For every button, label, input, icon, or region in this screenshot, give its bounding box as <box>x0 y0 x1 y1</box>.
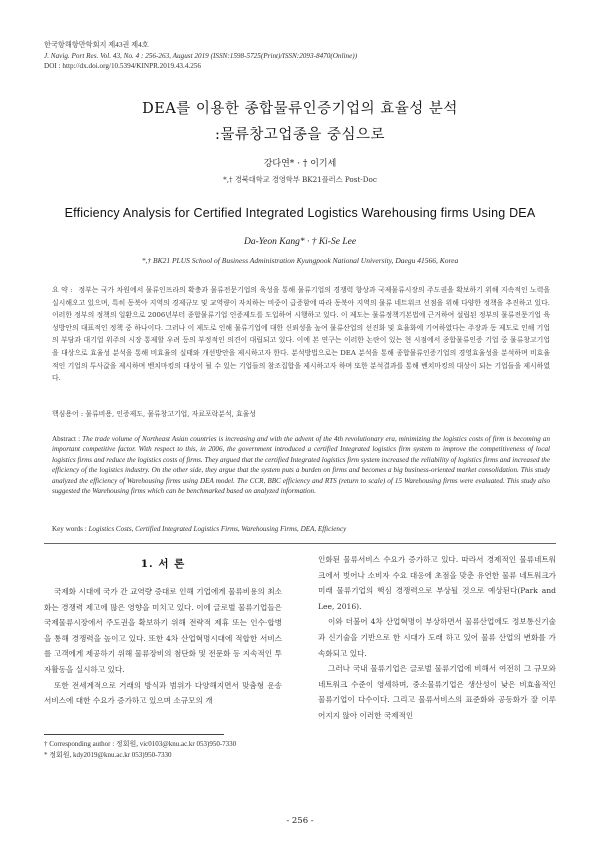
keywords-en <box>52 525 550 533</box>
page-number: - 256 - <box>286 816 314 826</box>
abstract-en <box>52 434 550 496</box>
paper-title-en: Efficiency Analysis for Certified Integrated Logistics Warehousing firms Using DEA <box>64 206 536 220</box>
keywords-ko <box>52 408 550 418</box>
section-divider <box>44 543 556 544</box>
body-paragraph: 이와 더불어 4차 산업혁명이 부상하면서 물류산업에도 정보통신기술과 신기술을 기반으로 한 시대가 도래 하고 있어 물류 산업의 변화를 가속화되고 있다. <box>318 617 556 658</box>
keywords-en-text: Logistics Costs, Certified Integrated Logistics Firms, Warehousing Firms, DEA, Efficiency <box>88 525 347 533</box>
body-paragraph: 국제화 시대에 국가 간 교역량 증대로 인해 기업에게 물류비용의 최소화는 경쟁력 제고에 많은 영향을 미치고 있다. 이에 글로벌 물류기업들은 국제물류시장에서 주도권을 확보하기 위해 전략적 제휴 또는 인수·합병을 통해 경쟁력을 높이고 있다. 또한 4차 산업혁명시대에 적합한 서비스를 고객에게 제공하기 위해 물류장비의 첨단화 및 전문화 등 지속적인 투자활동을 실시하고 있다. <box>44 587 282 674</box>
authors-en: Da-Yeon Kang* · † Ki-Se Lee <box>243 237 357 247</box>
authors-ko: 강다연* · † 이기세 <box>263 159 337 169</box>
abstract-ko-lead: 요 약 : <box>52 286 73 294</box>
body-column-left <box>44 584 282 709</box>
keywords-en-lead: Key words : <box>52 525 87 533</box>
footnotes <box>44 739 236 761</box>
body-paragraph: 또한 전세계적으로 거래의 방식과 범위가 다양해지면서 맞춤형 운송서비스에 대한 수요가 증가하고 있으며 소규모의 개 <box>44 680 282 706</box>
keywords-ko-lead: 핵심용어 : <box>52 410 84 418</box>
journal-citation: J. Navig. Port Res. Vol. 43, No. 4 : 256-263, August 2019 (ISSN:1598-5725(Print)/ISSN:2093-8470(Online)) <box>44 51 358 60</box>
affiliation-en: *,† BK21 PLUS School of Business Administration Kyungpook National University, Daegu 41566, Korea <box>141 256 459 265</box>
section-heading: 1. 서 론 <box>140 558 186 570</box>
title-ko-line1: DEA를 이용한 종합물류인증기업의 효율성 분석 <box>142 101 458 117</box>
journal-header <box>44 40 357 72</box>
title-ko-line2: :물류창고업종을 중심으로 <box>214 127 386 143</box>
footnote-divider <box>44 734 224 735</box>
footnote-corresponding: † Corresponding author : 정회원, vic0103@knu.ac.kr 053)950-7330 <box>44 740 237 748</box>
body-column-right <box>318 552 556 724</box>
keywords-ko-text: 물류비용, 인증제도, 물류창고기업, 자료포락분석, 효율성 <box>85 410 256 418</box>
doi-link[interactable]: DOI : http://dx.doi.org/10.5394/KINPR.2019.43.4.256 <box>44 62 201 70</box>
paper-title-ko <box>0 96 600 148</box>
footnote-member: * 정회원, kdy2019@knu.ac.kr 053)950-7330 <box>44 751 172 759</box>
body-paragraph: 인화된 물류서비스 수요가 증가하고 있다. 따라서 경제적인 물류네트워크에서 벗어나 소비자 수요 대응에 초점을 맞춘 유연한 물류 네트워크가 미래 물류기업의 핵심 경쟁력으로 부상될 것으로 예상된다(Park and Lee, 2016). <box>318 555 556 611</box>
abstract-ko-text: 정부는 국가 차원에서 물류인프라의 확충과 물류전문기업의 육성을 통해 물류기업의 경쟁력 향상과 국제물류시장의 주도권을 확보하기 위해 지속적인 노력을 실시해오고 있으며, 특히 동북아 지역의 경제규모 및 교역량이 자치하는 비중이 급증함에 따라 동북아 지역의 물류 네트워크 선점을 위해 다양한 정책을 추진하고 있다. 이러한 정부의 정책의 일환으로 2006년부터 종합물류기업 인증제도를 도입하여 시행하고 있다. 이 제도는 물류정책기본법에 근거하여 설립된 정부의 물류전문기업 육성방안의 대표적인 정책 중 하나이다. 그러나 이 제도로 인해 물류기업에 대한 신뢰성을 높여 물류산업의 선진화 및 효율화에 기여하였다는 주장과 동 제도로 인해 기업의 부담과 대기업 위주의 시장 통제할 우려 등의 부정적인 의견이 대립되고 있다. 이에 본 연구는 이러한 논란이 있는 현 시점에서 종합물류인증 기업 중 물류창고기업을 대상으로 효율성 분석을 통해 비효율의 실태와 개선방안을 제시하고자 한다. 분석방법으로는 DEA 분석을 통해 종합물류인증기업의 경영효율성을 분석하며 비효율적인 기업의 투사값을 제시하며 벤치마킹의 대상이 될 수 있는 기업들의 참조집합을 제시하고자 하며 또한 분석결과를 통해 벤치마킹의 대상이 되는 기업들을 제시하였다. <box>52 286 551 383</box>
abstract-en-text: The trade volume of Northeast Asian countries is increasing and with the advent of the 4th revolutionary era, minimizing the logistics costs of firm is becoming an important competitive factor. With respect to this, in 2006, the government introduced a certified Integrated logistics firm system to improve the competitiveness of local logistics firms and reduce the logistics costs of firms. They argued that the certified Integrated logistics firm system increased the reliability of logistics firms and increased the efficiency of the logistics industry. On the other side, they argue that the system puts a burden on firms and becomes a big business-oriented market consolidation. This study analyzed the efficiency of Warehousing firms using DEA model. The CCR, BBC efficiency and RTS (return to scale) of 15 Warehousing firms were evaluated. This study also suggested the Warehousing firms which can be benchmarked based on analyzed information. <box>52 435 550 496</box>
journal-name-ko: 한국항해항만학회지 제43권 제4호 <box>44 41 149 49</box>
abstract-en-lead: Abstract : <box>52 435 81 443</box>
affiliation-ko: *,† 경북대학교 경영학부 BK21플러스 Post-Doc <box>223 175 377 184</box>
abstract-ko <box>52 284 550 385</box>
body-paragraph: 그러나 국내 물류기업은 글로벌 물류기업에 비해서 여전히 그 규모와 네트워크 수준이 영세하며, 중소물류기업은 생산성이 낮은 비효율적인 물류기업이 다수이다. 그리고 물류서비스의 표준화와 공동화가 잘 이루어지지 않아 이러한 국제적인 <box>318 664 556 720</box>
